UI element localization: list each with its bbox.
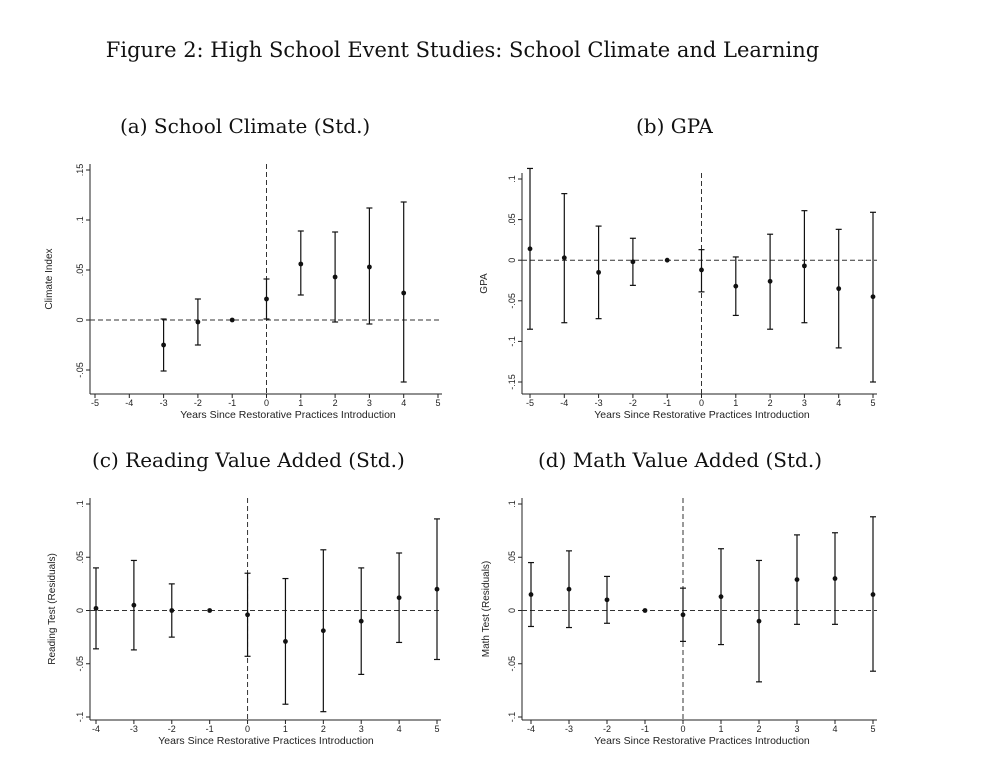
panel-title-b: (b) GPA xyxy=(636,114,713,138)
reading-y-tick-label: -.1 xyxy=(75,711,85,723)
climate-x-tick-label: -3 xyxy=(159,398,168,408)
climate-x-tick-label: 5 xyxy=(435,398,441,408)
math-x-tick-label: 5 xyxy=(870,724,876,734)
math-x-tick-label: 3 xyxy=(794,724,800,734)
math-y-axis-title: Math Test (Residuals) xyxy=(481,560,492,658)
reading-y-tick-label: .1 xyxy=(75,500,85,508)
reading-y-axis-title: Reading Test (Residuals) xyxy=(47,553,58,665)
reading-x-tick-label: 3 xyxy=(358,724,364,734)
gpa-x-axis-title: Years Since Restorative Practices Introduction xyxy=(594,409,810,421)
math-x-tick-label: 1 xyxy=(718,724,724,734)
reading-x-axis-title: Years Since Restorative Practices Introduction xyxy=(158,735,374,747)
climate-y-tick-label: .15 xyxy=(75,163,85,177)
gpa-x-tick-label: 1 xyxy=(733,398,739,408)
climate-y-tick-label: .1 xyxy=(75,216,85,224)
climate-x-tick-label: -1 xyxy=(228,398,237,408)
reading-x-tick-label: 5 xyxy=(434,724,440,734)
climate-x-tick-label: -5 xyxy=(90,398,100,408)
reading-x-tick-label: 0 xyxy=(245,724,251,734)
gpa-y-tick-label: -.1 xyxy=(507,336,517,347)
reading-x-tick-label: -4 xyxy=(91,724,101,734)
math-point xyxy=(605,597,610,602)
reading-x-tick-label: 1 xyxy=(282,724,288,734)
reading-x-tick-label: -3 xyxy=(129,724,138,734)
math-point xyxy=(833,576,838,581)
figure-title: Figure 2: High School Event Studies: School Climate and Learning xyxy=(105,38,820,62)
reading-x-tick-label: -2 xyxy=(167,724,176,734)
math-x-tick-label: 0 xyxy=(680,724,686,734)
climate-x-tick-label: 2 xyxy=(332,398,338,408)
gpa-x-tick-label: -4 xyxy=(560,398,569,408)
reading-x-tick-label: 4 xyxy=(396,724,402,734)
math-y-tick-label: .1 xyxy=(507,500,517,508)
climate-x-tick-label: 0 xyxy=(263,398,270,408)
climate-y-axis-title: Climate Index xyxy=(44,248,55,310)
gpa-x-tick-label: 5 xyxy=(870,398,876,408)
gpa-y-tick-label: .1 xyxy=(507,175,517,183)
reading-x-tick-label: -1 xyxy=(205,724,214,734)
reading-y-tick-label: .05 xyxy=(75,550,85,564)
math-y-tick-label: -.1 xyxy=(507,711,517,723)
gpa-x-tick-label: -1 xyxy=(663,398,672,408)
math-point xyxy=(681,612,686,617)
climate-y-tick-label: .05 xyxy=(75,263,85,277)
math-point xyxy=(719,594,724,599)
gpa-y-tick-label: -.05 xyxy=(507,293,517,309)
climate-x-tick-label: 4 xyxy=(401,398,407,408)
panel-title-d: (d) Math Value Added (Std.) xyxy=(538,448,822,472)
gpa-y-tick-label: -.15 xyxy=(507,374,517,390)
math-x-tick-label: 2 xyxy=(756,724,762,734)
math-point xyxy=(643,608,648,613)
reading-y-tick-label: -.05 xyxy=(75,655,85,672)
gpa-x-tick-label: 0 xyxy=(698,398,705,408)
math-x-tick-label: -1 xyxy=(640,724,650,734)
panel-title-c: (c) Reading Value Added (Std.) xyxy=(92,448,405,472)
climate-y-tick-label: -.05 xyxy=(75,362,85,378)
gpa-x-tick-label: -3 xyxy=(594,398,603,408)
climate-y-tick-label: 0 xyxy=(75,317,85,323)
gpa-x-tick-label: 4 xyxy=(836,398,842,408)
gpa-x-tick-label: -5 xyxy=(525,398,535,408)
math-point xyxy=(871,592,876,597)
gpa-y-tick-label: .05 xyxy=(507,213,517,226)
math-point xyxy=(567,587,572,592)
math-point xyxy=(795,577,800,582)
climate-x-tick-label: -2 xyxy=(193,398,202,408)
gpa-y-axis-title: GPA xyxy=(479,273,490,294)
reading-x-tick-label: 2 xyxy=(320,724,326,734)
math-y-tick-label: 0 xyxy=(507,607,517,614)
math-x-tick-label: 4 xyxy=(832,724,838,734)
climate-x-axis-title: Years Since Restorative Practices Introduction xyxy=(180,409,396,421)
climate-x-tick-label: 1 xyxy=(298,398,304,408)
climate-x-tick-label: -4 xyxy=(125,398,134,408)
math-x-tick-label: -2 xyxy=(602,724,612,734)
math-x-tick-label: -3 xyxy=(564,724,574,734)
gpa-x-tick-label: -2 xyxy=(628,398,637,408)
math-point xyxy=(529,592,534,597)
math-y-tick-label: -.05 xyxy=(507,655,517,672)
math-point xyxy=(757,619,762,624)
math-x-axis-title: Years Since Restorative Practices Introduction xyxy=(594,735,810,747)
climate-x-tick-label: 3 xyxy=(366,398,372,408)
math-x-tick-label: -4 xyxy=(526,724,536,734)
math-y-tick-label: .05 xyxy=(507,550,517,564)
gpa-y-tick-label: 0 xyxy=(507,257,517,263)
panel-title-a: (a) School Climate (Std.) xyxy=(120,114,371,138)
gpa-x-tick-label: 2 xyxy=(767,398,773,408)
reading-y-tick-label: 0 xyxy=(75,607,85,614)
gpa-x-tick-label: 3 xyxy=(801,398,807,408)
